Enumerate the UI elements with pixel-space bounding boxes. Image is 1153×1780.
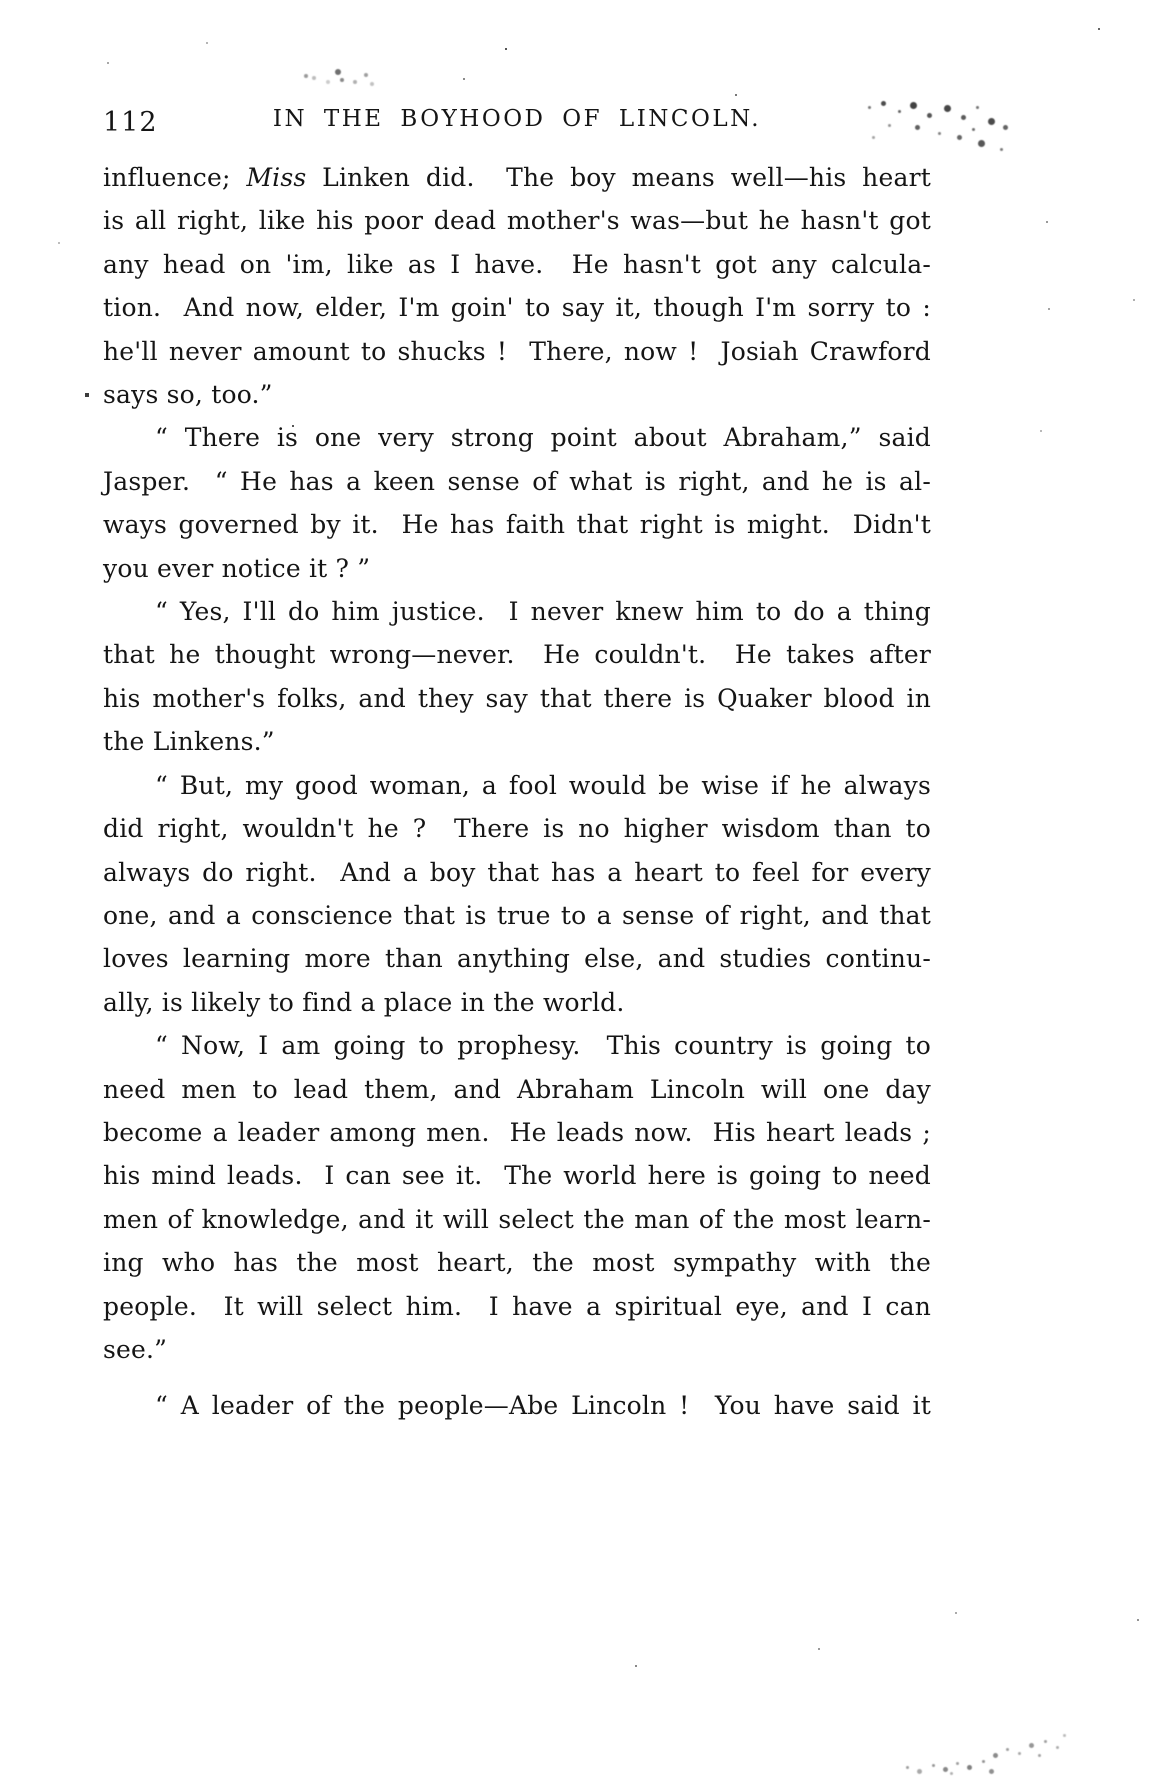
text-line: Jasper. “ He has a keen sense of what is right, and he is al- [103,466,931,496]
text-line: that he thought wrong—never. He couldn't. He takes after [103,640,931,670]
text-line: “ Yes, I'll do him justice. I never knew him to do a thing [155,597,931,627]
text-line: ing who has the most heart, the most sympathy with the [103,1248,931,1278]
text-line: “ Now, I am going to prophesy. This country is going to [155,1031,931,1061]
text-line [103,156,931,199]
text-line: become a leader among men. He leads now. His heart leads ; [103,1117,931,1147]
pencil-scrawl [898,1726,901,1729]
page-header [103,106,931,138]
text-line: he'll never amount to shucks ! There, now ! Josiah Crawford [103,336,931,366]
text-line: see.” [103,1334,168,1364]
text-line: tion. And now, elder, I'm goin' to say it, though I'm sorry to : [103,293,931,323]
text-line: “ But, my good woman, a fool would be wise if he always [155,770,931,800]
text-line: did right, wouldn't he ? There is no higher wisdom than to [103,814,931,844]
scan-smudge [854,98,857,101]
page-text [103,156,931,1428]
text-line: always do right. And a boy that has a heart to feel for every [103,857,931,887]
page-number: 112 [103,107,158,138]
text-line: one, and a conscience that is true to a sense of right, and that [103,900,931,930]
text-line: any head on 'im, like as I have. He hasn't got any calcula- [103,249,931,279]
text-line: loves learning more than anything else, and studies continu- [103,944,931,974]
text-line: the Linkens.” [103,727,275,757]
text-line: says so, too.” [103,380,273,410]
text-line: people. It will select him. I have a spiritual eye, and I can [103,1291,931,1321]
text-line: men of knowledge, and it will select the man of the most learn- [103,1204,931,1234]
text-line: need men to lead them, and Abraham Lincoln will one day [103,1074,931,1104]
running-title: IN THE BOYHOOD OF LINCOLN. [272,106,762,132]
text-line: his mother's folks, and they say that there is Quaker blood in [103,683,931,713]
text-line: his mind leads. I can see it. The world here is going to need [103,1161,931,1191]
text-line: “ A leader of the people—Abe Lincoln ! You have said it [155,1391,931,1421]
scan-speckles [0,0,2,2]
line-text: Linken did. The boy means well—his heart [306,163,931,192]
text-line: ways governed by it. He has faith that right is might. Didn't [103,510,931,540]
text-line: “ There is one very strong point about Abraham,” said [155,423,931,453]
text-line: you ever notice it ? ” [103,553,371,583]
text-line: is all right, like his poor dead mother's was—but he hasn't got [103,206,931,236]
line-text: influence; [103,163,247,192]
italic-word: Miss [246,163,307,192]
scan-smudge [298,66,302,70]
text-line: ally, is likely to find a place in the world. [103,987,625,1017]
